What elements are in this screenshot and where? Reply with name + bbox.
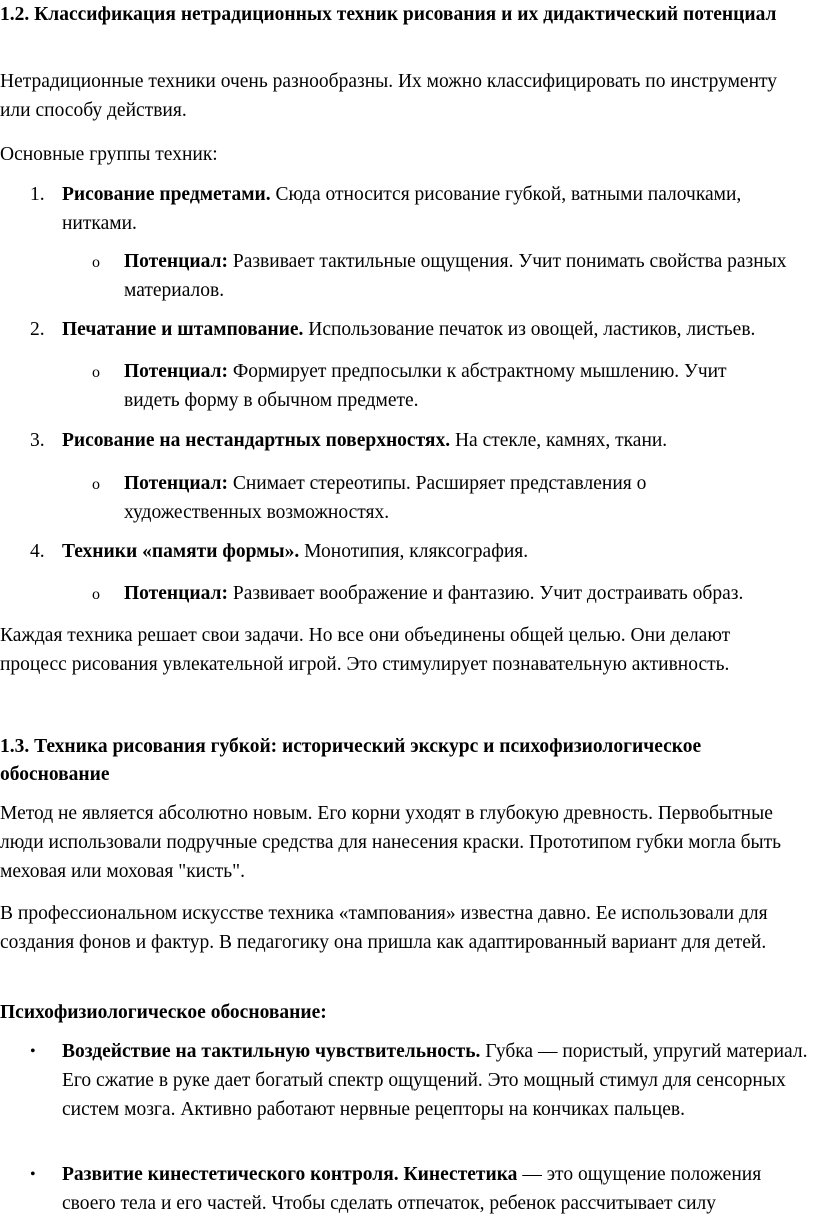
circle-bullet-icon: o: [92, 254, 100, 271]
bullet-title: Воздействие на тактильную чувствительность.: [62, 1041, 481, 1062]
bullet-text: — это ощущение положения своего тела и его частей. Чтобы сделать отпечаток, ребенок рассчитывает силу: [62, 1164, 762, 1214]
potential-text: Развивает воображение и фантазию. Учит достраивать образ.: [227, 583, 744, 604]
list-number: 3.: [30, 430, 45, 451]
bullet-text: Губка — пористый, упругий материал. Его сжатие в руке дает богатый спектр ощущений. Это мощный стимул для сенсорных систем мозга. Активно работают нервные рецепторы на кончиках пальцев.: [62, 1041, 808, 1120]
list-number: 2.: [30, 319, 45, 340]
list-item: [0, 537, 816, 566]
bullet-item: [0, 1037, 816, 1124]
potential-label: Потенциал:: [124, 361, 228, 382]
item-text: На стекле, камнях, ткани.: [450, 430, 668, 451]
bullet-title: Развитие кинестетического контроля. Кинестетика: [62, 1164, 518, 1185]
history-paragraph: Метод не является абсолютно новым. Его корни уходят в глубокую древность. Первобытные люди использовали подручные средства для нанесения краски. Прототипом губки могла быть меховая или моховая "кисть".: [0, 803, 782, 882]
item-text: Использование печаток из овощей, ластиков, листьев.: [303, 319, 756, 340]
item-title: Техники «памяти формы».: [62, 541, 300, 562]
sub-list-item: [0, 469, 703, 527]
potential-text: Развивает тактильные ощущения. Учит понимать свойства разных материалов.: [124, 251, 787, 301]
psycho-label: Психофизиологическое обоснование:: [0, 1002, 327, 1023]
list-item: [0, 426, 816, 455]
heading-section-1-3: 1.3. Техника рисования губкой: исторический экскурс и психофизиологическое обоснование: [0, 736, 702, 785]
circle-bullet-icon: o: [92, 476, 100, 493]
sub-list-item: [0, 247, 816, 305]
potential-text: Снимает стереотипы. Расширяет представления о художественных возможностях.: [124, 473, 647, 523]
item-text: Сюда относится рисование губкой, ватными палочками, нитками.: [62, 184, 742, 234]
circle-bullet-icon: o: [92, 364, 100, 381]
bullet-item: [0, 1160, 816, 1218]
potential-text: Формирует предпосылки к абстрактному мышлению. Учит видеть форму в обычном предмете.: [124, 361, 727, 411]
closing-paragraph: Каждая техника решает свои задачи. Но все они объединены общей целью. Они делают процесс рисования увлекательной игрой. Это стимулирует познавательную активность.: [0, 625, 731, 675]
list-item: [0, 180, 816, 238]
list-number: 1.: [30, 184, 45, 205]
sub-list-item: [0, 357, 790, 415]
bullet-dot-icon: •: [30, 1166, 36, 1183]
list-item: [0, 315, 816, 344]
item-text: Монотипия, кляксография.: [299, 541, 529, 562]
potential-label: Потенциал:: [124, 251, 228, 272]
item-title: Печатание и штампование.: [62, 319, 304, 340]
bullet-dot-icon: •: [30, 1043, 36, 1060]
groups-label: Основные группы техник:: [0, 144, 218, 165]
item-title: Рисование на нестандартных поверхностях.: [62, 430, 451, 451]
circle-bullet-icon: o: [92, 586, 100, 603]
heading-section-1-2: 1.2. Классификация нетрадиционных техник рисования и их дидактический потенциал: [0, 4, 777, 25]
sub-list-item: [0, 579, 816, 608]
item-title: Рисование предметами.: [62, 184, 271, 205]
professional-art-paragraph: В профессиональном искусстве техника «тампования» известна давно. Ее использовали для создания фонов и фактур. В педагогику она пришла как адаптированный вариант для детей.: [0, 903, 768, 953]
list-number: 4.: [30, 541, 45, 562]
intro-paragraph: Нетрадиционные техники очень разнообразны. Их можно классифицировать по инструменту или способу действия.: [0, 71, 778, 121]
potential-label: Потенциал:: [124, 473, 228, 494]
potential-label: Потенциал:: [124, 583, 228, 604]
